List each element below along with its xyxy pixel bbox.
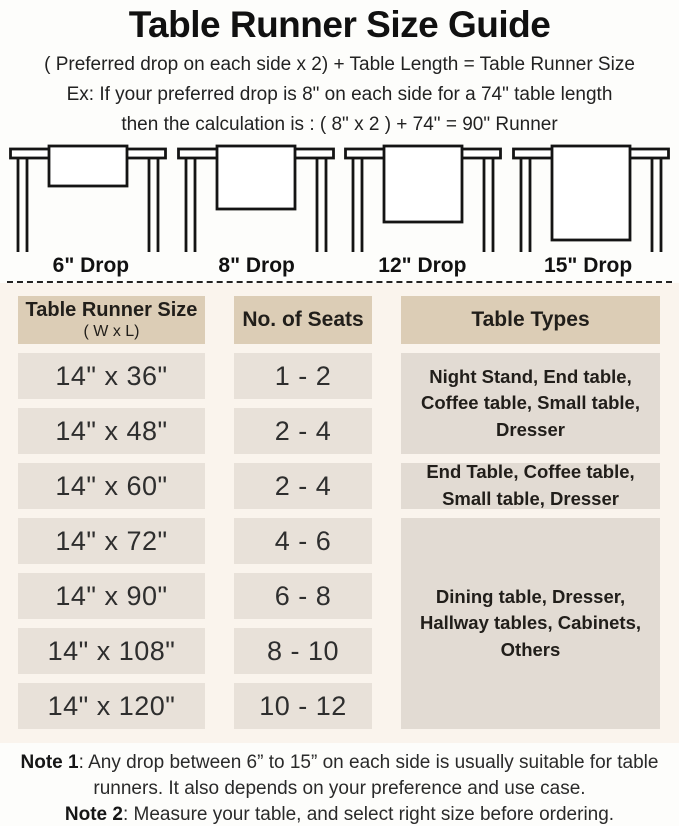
size-cell: 14" x 120" <box>18 683 205 729</box>
column-header-runner-size <box>18 296 205 344</box>
column-header-table-types: Table Types <box>401 296 660 344</box>
table-illustration-12-drop <box>343 144 503 252</box>
size-cell: 14" x 36" <box>18 353 205 399</box>
runner-rect <box>49 146 127 186</box>
table-illustration-15-drop <box>511 144 671 252</box>
table-with-runner-drawing <box>343 144 503 252</box>
seats-cell: 2 - 4 <box>234 463 372 509</box>
table-with-runner-drawing <box>511 144 671 252</box>
size-cell: 14" x 72" <box>18 518 205 564</box>
example-line-2: then the calculation is : ( 8" x 2 ) + 74" = 90" Runner <box>121 114 558 136</box>
size-table-section <box>0 283 679 743</box>
header-runner-size-label: Table Runner Size <box>25 299 198 322</box>
table-types-cell: Night Stand, End table, Coffee table, Small table, Dresser <box>401 353 660 454</box>
seats-cell: 1 - 2 <box>234 353 372 399</box>
size-formula: ( Preferred drop on each side x 2) + Table Length = Table Runner Size <box>44 54 635 76</box>
table-illustration-6-drop <box>8 144 168 252</box>
guide-header <box>0 0 679 136</box>
size-cell: 14" x 48" <box>18 408 205 454</box>
note-1-label: Note 1 <box>20 752 79 774</box>
table-types-cell: End Table, Coffee table, Small table, Dresser <box>401 463 660 509</box>
runner-rect <box>217 146 295 209</box>
table-with-runner-drawing <box>176 144 336 252</box>
runner-rect <box>552 146 630 240</box>
example-line-1: Ex: If your preferred drop is 8" on each side for a 74" table length <box>66 84 613 106</box>
seats-cell: 2 - 4 <box>234 408 372 454</box>
seats-cell: 4 - 6 <box>234 518 372 564</box>
size-table <box>18 296 661 729</box>
table-illustration-8-drop <box>176 144 336 252</box>
drop-label-15: 15" Drop <box>544 254 633 278</box>
drop-label-6: 6" Drop <box>52 254 130 278</box>
note-2-label: Note 2 <box>64 804 123 826</box>
seats-cell: 8 - 10 <box>234 628 372 674</box>
note-2 <box>6 802 673 826</box>
size-cell: 14" x 60" <box>18 463 205 509</box>
note-2-text: : Measure your table, and select right size before ordering. <box>122 804 615 826</box>
size-cell: 14" x 108" <box>18 628 205 674</box>
header-wxl-label: ( W x L) <box>83 323 140 341</box>
size-cell: 14" x 90" <box>18 573 205 619</box>
seats-cell: 6 - 8 <box>234 573 372 619</box>
drop-label-8: 8" Drop <box>218 254 295 278</box>
table-with-runner-drawing <box>8 144 168 252</box>
drop-labels-row <box>0 254 679 278</box>
drop-label-12: 12" Drop <box>378 254 467 278</box>
seats-cell: 10 - 12 <box>234 683 372 729</box>
drop-illustrations <box>0 144 679 252</box>
footer-notes <box>0 743 679 826</box>
runner-rect <box>384 146 462 222</box>
column-header-seats: No. of Seats <box>234 296 372 344</box>
note-1 <box>6 750 673 802</box>
page-title: Table Runner Size Guide <box>128 4 551 45</box>
table-types-cell: Dining table, Dresser, Hallway tables, Cabinets, Others <box>401 518 660 729</box>
note-1-text: : Any drop between 6” to 15” on each side is usually suitable for table runners. It also depends on your preference and use case. <box>78 752 659 800</box>
